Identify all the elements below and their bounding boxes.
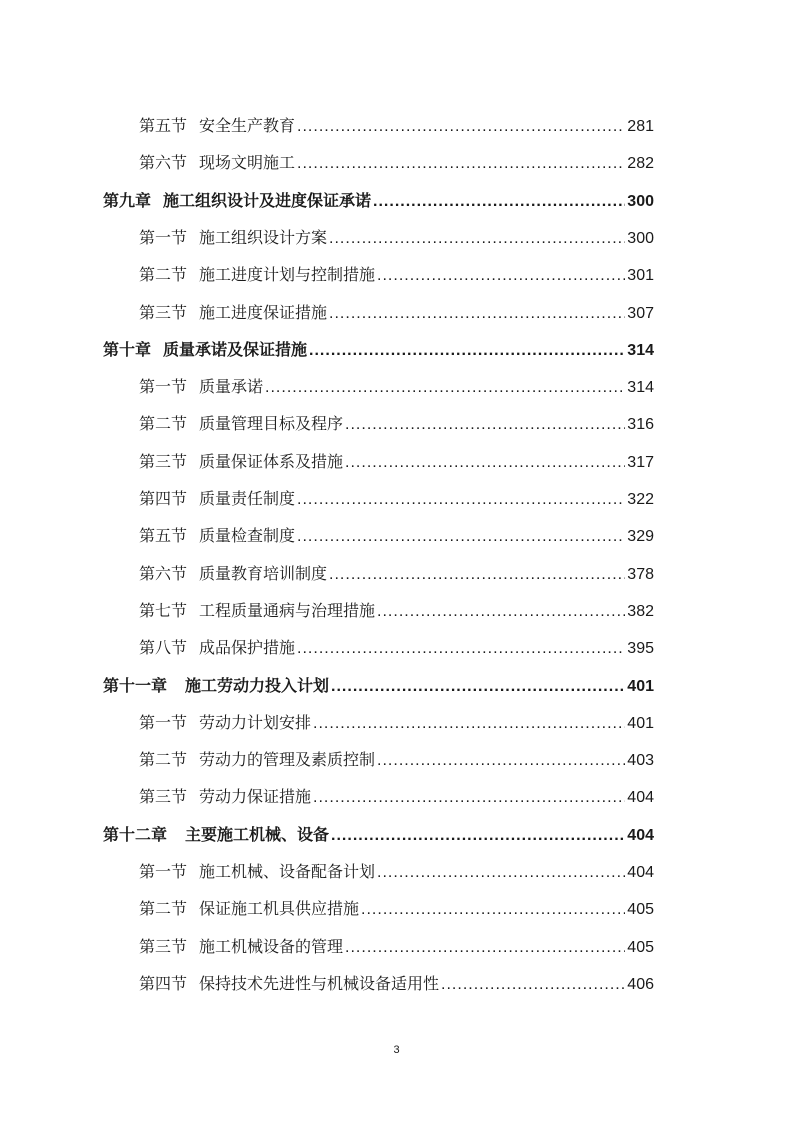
toc-entry-title: 劳动力保证措施 — [199, 787, 312, 807]
toc-entry-number: 第六节 — [139, 563, 188, 583]
toc-dot-leader — [377, 861, 625, 885]
toc-chapter-entry — [103, 674, 654, 698]
toc-entry-title: 施工机械设备的管理 — [199, 936, 344, 956]
toc-entry-title: 现场文明施工 — [199, 153, 296, 173]
toc-dot-leader — [329, 563, 625, 587]
toc-section-entry — [139, 375, 654, 399]
toc-entry-page: 316 — [627, 416, 654, 434]
toc-entry-page: 404 — [627, 789, 654, 807]
toc-entry-number: 第五节 — [139, 526, 188, 546]
toc-entry-title: 主要施工机械、设备 — [185, 824, 330, 844]
toc-entry-title: 施工组织设计方案 — [199, 227, 328, 247]
toc-entry-number: 第一节 — [139, 377, 188, 397]
toc-entry-page: 404 — [627, 864, 654, 881]
toc-section-entry — [139, 151, 654, 175]
toc-dot-leader — [309, 339, 625, 363]
toc-section-entry — [139, 562, 654, 586]
page-number: 3 — [393, 1044, 400, 1056]
toc-entry-page: 382 — [627, 602, 654, 620]
toc-section-entry — [139, 524, 654, 548]
toc-entry-number: 第六节 — [139, 153, 188, 173]
toc-entry-page: 404 — [627, 826, 654, 844]
toc-entry-number: 第八节 — [139, 638, 188, 658]
toc-entry-title: 施工进度保证措施 — [199, 302, 328, 322]
toc-section-entry — [139, 226, 654, 250]
toc-entry-number: 第十二章 — [103, 824, 168, 844]
toc-dot-leader — [297, 525, 625, 549]
toc-dot-leader — [441, 973, 625, 997]
toc-entry-title: 质量承诺及保证措施 — [163, 339, 308, 359]
toc-entry-number: 第四节 — [139, 489, 188, 508]
toc-section-entry — [139, 450, 654, 474]
toc-section-entry — [139, 748, 654, 772]
toc-dot-leader — [373, 190, 625, 214]
toc-entry-title: 质量承诺 — [199, 377, 264, 397]
toc-entry-page: 314 — [627, 379, 654, 397]
toc-entry-number: 第二节 — [139, 899, 188, 919]
toc-dot-leader — [313, 712, 625, 736]
toc-entry-number: 第十一章 — [103, 675, 168, 695]
toc-entry-title: 质量责任制度 — [199, 489, 296, 508]
toc-entry-number: 第三节 — [139, 302, 188, 322]
toc-entry-page: 378 — [627, 565, 654, 583]
toc-entry-number: 第七节 — [139, 600, 188, 620]
toc-entry-title: 施工机械、设备配备计划 — [199, 862, 376, 881]
toc-dot-leader — [345, 413, 625, 437]
toc-section-entry — [139, 599, 654, 623]
toc-entry-number: 第二节 — [139, 414, 188, 434]
toc-entry-number: 第三节 — [139, 936, 188, 956]
toc-dot-leader — [377, 600, 625, 624]
toc-entry-title: 劳动力计划安排 — [199, 712, 312, 732]
toc-section-entry — [139, 860, 654, 884]
toc-dot-leader — [297, 637, 625, 661]
toc-entry-page: 406 — [627, 975, 654, 993]
toc-entry-number: 第一节 — [139, 712, 188, 732]
toc-entry-number: 第十章 — [103, 339, 152, 359]
toc-entry-title: 质量检查制度 — [199, 526, 296, 546]
toc-entry-page: 314 — [627, 341, 654, 359]
toc-dot-leader — [297, 488, 625, 512]
toc-dot-leader — [345, 451, 625, 475]
toc-section-entry — [139, 636, 654, 660]
toc-entry-number: 第九章 — [103, 190, 152, 210]
toc-dot-leader — [331, 824, 625, 848]
toc-entry-page: 307 — [627, 304, 654, 322]
toc-entry-title: 施工组织设计及进度保证承诺 — [163, 190, 372, 210]
toc-entry-title: 质量管理目标及程序 — [199, 414, 344, 434]
toc-entry-number: 第三节 — [139, 787, 188, 807]
toc-dot-leader — [331, 675, 625, 699]
toc-entry-number: 第三节 — [139, 451, 188, 471]
toc-entry-page: 317 — [627, 453, 654, 471]
toc-dot-leader — [297, 152, 625, 176]
toc-section-entry — [139, 114, 654, 138]
toc-entry-title: 保持技术先进性与机械设备适用性 — [199, 973, 440, 993]
toc-entry-number: 第一节 — [139, 227, 188, 247]
toc-entry-page: 403 — [627, 752, 654, 770]
toc-dot-leader — [345, 936, 625, 960]
toc-entry-title: 安全生产教育 — [199, 116, 296, 135]
toc-entry-title: 质量教育培训制度 — [199, 563, 328, 583]
toc-dot-leader — [361, 898, 625, 922]
toc-dot-leader — [265, 376, 625, 400]
toc-dot-leader — [297, 115, 625, 139]
toc-section-entry — [139, 711, 654, 735]
toc-entry-page: 322 — [627, 491, 654, 508]
toc-entry-page: 401 — [627, 677, 654, 695]
toc-entry-page: 405 — [627, 901, 654, 919]
toc-entry-title: 质量保证体系及措施 — [199, 451, 344, 471]
toc-chapter-entry — [103, 189, 654, 213]
toc-section-entry — [139, 301, 654, 325]
toc-section-entry — [139, 487, 654, 511]
toc-entry-page: 300 — [627, 229, 654, 247]
toc-dot-leader — [329, 302, 625, 326]
toc-entry-title: 成品保护措施 — [199, 638, 296, 658]
toc-dot-leader — [313, 786, 625, 810]
toc-dot-leader — [329, 227, 625, 251]
toc-section-entry — [139, 412, 654, 436]
toc-section-entry — [139, 935, 654, 959]
toc-section-entry — [139, 785, 654, 809]
toc-entry-page: 401 — [627, 714, 654, 732]
toc-chapter-entry — [103, 338, 654, 362]
toc-entry-number: 第二节 — [139, 750, 188, 770]
toc-section-entry — [139, 897, 654, 921]
toc-entry-page: 329 — [627, 528, 654, 546]
toc-entry-number: 第五节 — [139, 116, 188, 135]
toc-entry-title: 工程质量通病与治理措施 — [199, 600, 376, 620]
toc-dot-leader — [377, 749, 625, 773]
toc-entry-page: 282 — [627, 155, 654, 173]
toc-entry-number: 第四节 — [139, 973, 188, 993]
toc-entry-title: 施工劳动力投入计划 — [185, 675, 330, 695]
toc-dot-leader — [377, 264, 625, 288]
toc-entry-number: 第一节 — [139, 862, 188, 881]
toc-entry-page: 405 — [627, 938, 654, 956]
toc-entry-number: 第二节 — [139, 265, 188, 285]
toc-entry-title: 劳动力的管理及素质控制 — [199, 750, 376, 770]
toc-section-entry — [139, 972, 654, 996]
toc-chapter-entry — [103, 823, 654, 847]
toc-entry-page: 300 — [627, 192, 654, 210]
toc-section-entry — [139, 263, 654, 287]
toc-entry-page: 395 — [627, 640, 654, 658]
toc-entry-page: 301 — [627, 267, 654, 285]
toc-entry-title: 施工进度计划与控制措施 — [199, 265, 376, 285]
toc-entry-title: 保证施工机具供应措施 — [199, 899, 360, 919]
toc-entry-page: 281 — [627, 118, 654, 135]
